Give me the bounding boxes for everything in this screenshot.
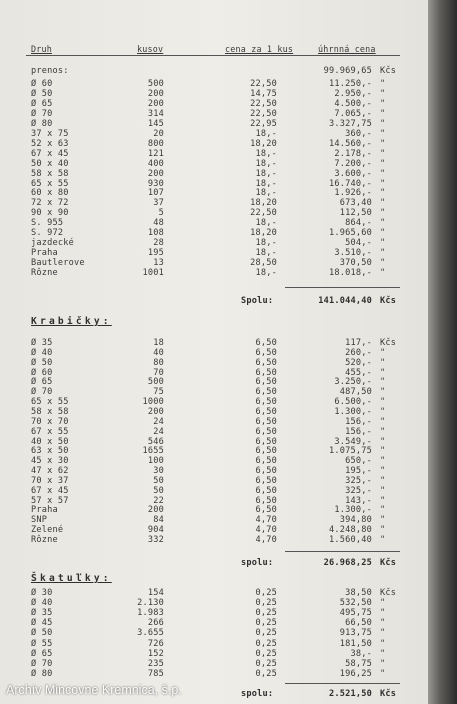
- row-unit-price: 6,50: [255, 505, 277, 516]
- row-total: 2.178,-: [334, 148, 372, 159]
- row-total: 913,75: [339, 628, 372, 639]
- row-type: Ø 80: [31, 118, 53, 129]
- row-unit-price: 18,-: [255, 128, 277, 139]
- row-unit-price: 22,50: [250, 108, 277, 119]
- row-count: 50: [153, 485, 164, 496]
- row-currency: ": [380, 238, 386, 249]
- row-total: 260,-: [345, 347, 372, 358]
- row-unit-price: 6,50: [255, 495, 277, 506]
- row-currency: ": [380, 598, 386, 609]
- row-type: Ø 30: [31, 588, 53, 598]
- row-type: 58 x 58: [31, 168, 69, 179]
- row-unit-price: 18,20: [250, 228, 277, 239]
- row-total: 181,50: [339, 638, 372, 649]
- row-unit-price: 18,20: [250, 138, 277, 149]
- row-count: 235: [147, 658, 164, 669]
- page-edge: [428, 0, 457, 704]
- row-unit-price: 6,50: [255, 446, 277, 457]
- row-total: 11.250,-: [329, 79, 372, 89]
- row-currency: ": [380, 456, 386, 467]
- row-unit-price: 6,50: [255, 377, 277, 388]
- row-type: Ø 50: [31, 628, 53, 639]
- row-type: jazdecké: [31, 238, 74, 249]
- row-total: 325,-: [345, 485, 372, 496]
- row-type: Ø 40: [31, 598, 53, 609]
- row-unit-price: 0,25: [255, 648, 277, 659]
- row-count: 154: [147, 588, 164, 598]
- row-count: 200: [147, 168, 164, 179]
- row-type: Ø 35: [31, 608, 53, 619]
- row-currency: ": [380, 397, 386, 408]
- section3-title: Škatuľky:: [31, 573, 112, 584]
- row-type: Ø 65: [31, 377, 53, 388]
- row-unit-price: 6,50: [255, 416, 277, 427]
- row-total: 650,-: [345, 456, 372, 467]
- row-total: 195,-: [345, 466, 372, 477]
- row-unit-price: 4,70: [255, 535, 277, 545]
- section2-title: Krabičky:: [31, 316, 112, 327]
- row-type: Ø 60: [31, 367, 53, 378]
- row-type: Ø 70: [31, 387, 53, 398]
- row-type: 37 x 75: [31, 128, 69, 139]
- row-type: 70 x 70: [31, 416, 69, 427]
- row-currency: ": [380, 357, 386, 368]
- row-total: 143,-: [345, 495, 372, 506]
- row-total: 3.250,-: [334, 377, 372, 388]
- row-currency: ": [380, 158, 386, 169]
- row-unit-price: 6,50: [255, 475, 277, 486]
- row-unit-price: 4,70: [255, 525, 277, 536]
- row-type: 70 x 37: [31, 475, 69, 486]
- row-currency: ": [380, 258, 386, 269]
- row-count: 200: [147, 505, 164, 516]
- row-type: Zelené: [31, 525, 64, 536]
- section2-total-rule: [285, 551, 400, 552]
- row-currency: ": [380, 79, 386, 89]
- row-count: 3.655: [137, 628, 164, 639]
- row-type: Ø 55: [31, 638, 53, 649]
- row-total: 16.740,-: [329, 178, 372, 189]
- row-total: 1.926,-: [334, 188, 372, 199]
- row-type: Ø 65: [31, 98, 53, 109]
- row-count: 75: [153, 387, 164, 398]
- row-currency: ": [380, 208, 386, 219]
- section2-total-currency: Kčs: [380, 558, 397, 568]
- row-type: 52 x 63: [31, 138, 69, 149]
- row-total: 520,-: [345, 357, 372, 368]
- row-total: 1.560,40: [329, 535, 372, 545]
- row-type: 40 x 50: [31, 436, 69, 447]
- row-currency: ": [380, 515, 386, 526]
- row-currency: ": [380, 138, 386, 149]
- row-total: 495,75: [339, 608, 372, 619]
- row-count: 30: [153, 466, 164, 477]
- row-currency: ": [380, 98, 386, 109]
- row-count: 40: [153, 347, 164, 358]
- row-currency: ": [380, 108, 386, 119]
- row-type: Rôzne: [31, 268, 58, 279]
- row-count: 785: [147, 668, 164, 679]
- row-currency: ": [380, 228, 386, 239]
- row-type: 67 x 55: [31, 426, 69, 437]
- row-count: 152: [147, 648, 164, 659]
- row-currency: ": [380, 198, 386, 209]
- col-header-total: úhrnná cena: [318, 44, 376, 54]
- row-type: 67 x 45: [31, 485, 69, 496]
- row-type: Ø 65: [31, 648, 53, 659]
- row-currency: ": [380, 367, 386, 378]
- row-unit-price: 22,50: [250, 98, 277, 109]
- row-currency: Kčs: [380, 588, 397, 598]
- row-total: 1.300,-: [334, 406, 372, 417]
- row-unit-price: 6,50: [255, 387, 277, 398]
- row-unit-price: 6,50: [255, 357, 277, 368]
- section1-total-label: Spolu:: [241, 296, 274, 306]
- row-total: 504,-: [345, 238, 372, 249]
- row-unit-price: 6,50: [255, 347, 277, 358]
- row-count: 400: [147, 158, 164, 169]
- row-count: 80: [153, 357, 164, 368]
- row-total: 325,-: [345, 475, 372, 486]
- row-currency: ": [380, 416, 386, 427]
- row-type: 65 x 55: [31, 178, 69, 189]
- row-unit-price: 0,25: [255, 668, 277, 679]
- row-currency: ": [380, 525, 386, 536]
- row-currency: ": [380, 128, 386, 139]
- row-unit-price: 0,25: [255, 618, 277, 629]
- row-total: 1.075,75: [329, 446, 372, 457]
- row-unit-price: 18,-: [255, 168, 277, 179]
- row-type: 50 x 40: [31, 158, 69, 169]
- row-unit-price: 18,20: [250, 198, 277, 209]
- row-type: Rôzne: [31, 535, 58, 545]
- section3-total-currency: Kčs: [380, 689, 397, 699]
- col-header-unit-price: cena za 1 kus: [225, 44, 294, 54]
- row-count: 20: [153, 128, 164, 139]
- row-currency: ": [380, 88, 386, 99]
- row-currency: ": [380, 628, 386, 639]
- row-unit-price: 22,50: [250, 208, 277, 219]
- row-count: 28: [153, 238, 164, 249]
- row-total: 1.300,-: [334, 505, 372, 516]
- row-total: 673,40: [339, 198, 372, 209]
- row-currency: ": [380, 377, 386, 388]
- row-total: 532,50: [339, 598, 372, 609]
- row-count: 145: [147, 118, 164, 129]
- row-count: 200: [147, 406, 164, 417]
- row-unit-price: 18,-: [255, 158, 277, 169]
- row-unit-price: 0,25: [255, 608, 277, 619]
- row-count: 314: [147, 108, 164, 119]
- row-currency: ": [380, 658, 386, 669]
- row-currency: ": [380, 188, 386, 199]
- row-unit-price: 0,25: [255, 628, 277, 639]
- row-currency: ": [380, 426, 386, 437]
- row-count: 1.983: [137, 608, 164, 619]
- row-total: 4.248,80: [329, 525, 372, 536]
- row-currency: ": [380, 436, 386, 447]
- row-count: 5: [158, 208, 164, 219]
- row-total: 3.549,-: [334, 436, 372, 447]
- col-header-count: kusov: [137, 44, 164, 54]
- row-total: 58,75: [345, 658, 372, 669]
- row-count: 200: [147, 88, 164, 99]
- row-total: 7.200,-: [334, 158, 372, 169]
- row-unit-price: 6,50: [255, 456, 277, 467]
- row-unit-price: 6,50: [255, 406, 277, 417]
- row-currency: ": [380, 618, 386, 629]
- row-total: 394,80: [339, 515, 372, 526]
- row-count: 726: [147, 638, 164, 649]
- row-count: 200: [147, 98, 164, 109]
- section1-total-currency: Kčs: [380, 296, 397, 306]
- row-total: 360,-: [345, 128, 372, 139]
- row-currency: ": [380, 148, 386, 159]
- carry-over-currency: Kčs: [380, 66, 397, 76]
- row-currency: ": [380, 466, 386, 477]
- row-total: 3.600,-: [334, 168, 372, 179]
- row-count: 48: [153, 218, 164, 229]
- row-count: 546: [147, 436, 164, 447]
- row-total: 66,50: [345, 618, 372, 629]
- row-total: 38,50: [345, 588, 372, 598]
- row-type: Ø 80: [31, 668, 53, 679]
- col-header-type: Druh: [31, 44, 52, 54]
- row-count: 904: [147, 525, 164, 536]
- row-count: 50: [153, 475, 164, 486]
- row-type: Ø 50: [31, 357, 53, 368]
- row-count: 70: [153, 367, 164, 378]
- row-currency: ": [380, 387, 386, 398]
- row-total: 7.065,-: [334, 108, 372, 119]
- row-currency: ": [380, 668, 386, 679]
- section1-total-value: 141.044,40: [318, 296, 372, 306]
- row-currency: ": [380, 638, 386, 649]
- row-currency: ": [380, 406, 386, 417]
- row-unit-price: 18,-: [255, 188, 277, 199]
- row-unit-price: 18,-: [255, 148, 277, 159]
- row-count: 22: [153, 495, 164, 506]
- section3-total-value: 2.521,50: [329, 689, 372, 699]
- row-type: 47 x 62: [31, 466, 69, 477]
- row-type: 45 x 30: [31, 456, 69, 467]
- row-type: 72 x 72: [31, 198, 69, 209]
- row-unit-price: 6,50: [255, 466, 277, 477]
- section1-total-rule: [285, 287, 400, 288]
- row-count: 24: [153, 426, 164, 437]
- row-total: 156,-: [345, 416, 372, 427]
- row-total: 3.510,-: [334, 248, 372, 259]
- row-currency: ": [380, 268, 386, 279]
- row-type: Ø 50: [31, 88, 53, 99]
- row-unit-price: 18,-: [255, 268, 277, 279]
- row-count: 108: [147, 228, 164, 239]
- row-count: 100: [147, 456, 164, 467]
- row-type: Praha: [31, 248, 58, 259]
- row-unit-price: 6,50: [255, 367, 277, 378]
- row-count: 500: [147, 79, 164, 89]
- row-type: 67 x 45: [31, 148, 69, 159]
- row-unit-price: 28,50: [250, 258, 277, 269]
- row-currency: ": [380, 178, 386, 189]
- row-unit-price: 18,-: [255, 178, 277, 189]
- row-type: S. 972: [31, 228, 64, 239]
- section3-total-label: spolu:: [241, 689, 274, 699]
- row-unit-price: 6,50: [255, 436, 277, 447]
- row-unit-price: 18,-: [255, 248, 277, 259]
- row-currency: ": [380, 446, 386, 457]
- row-unit-price: 0,25: [255, 588, 277, 598]
- row-total: 3.327,75: [329, 118, 372, 129]
- row-currency: ": [380, 485, 386, 496]
- row-count: 266: [147, 618, 164, 629]
- row-currency: ": [380, 118, 386, 129]
- row-unit-price: 22,50: [250, 79, 277, 89]
- row-count: 18: [153, 338, 164, 348]
- row-unit-price: 6,50: [255, 397, 277, 408]
- row-currency: ": [380, 168, 386, 179]
- row-type: 60 x 80: [31, 188, 69, 199]
- row-total: 1.965,60: [329, 228, 372, 239]
- row-type: Bautlerove: [31, 258, 85, 269]
- row-unit-price: 0,25: [255, 598, 277, 609]
- archive-watermark: Archív Mincovne Kremnica, š.p.: [6, 683, 182, 697]
- row-type: SNP: [31, 515, 48, 526]
- row-currency: ": [380, 218, 386, 229]
- row-count: 930: [147, 178, 164, 189]
- row-unit-price: 6,50: [255, 338, 277, 348]
- row-type: 63 x 50: [31, 446, 69, 457]
- row-currency: ": [380, 535, 386, 545]
- row-total: 117,-: [345, 338, 372, 348]
- row-total: 38,-: [350, 648, 372, 659]
- row-total: 370,50: [339, 258, 372, 269]
- row-total: 18.018,-: [329, 268, 372, 279]
- row-type: 58 x 58: [31, 406, 69, 417]
- row-type: 57 x 57: [31, 495, 69, 506]
- row-total: 455,-: [345, 367, 372, 378]
- row-type: Ø 60: [31, 79, 53, 89]
- row-total: 864,-: [345, 218, 372, 229]
- carry-over-label: prenos:: [31, 66, 69, 76]
- row-currency: ": [380, 495, 386, 506]
- row-count: 84: [153, 515, 164, 526]
- row-total: 196,25: [339, 668, 372, 679]
- row-type: Ø 70: [31, 658, 53, 669]
- row-currency: ": [380, 505, 386, 516]
- row-total: 4.500,-: [334, 98, 372, 109]
- row-type: Praha: [31, 505, 58, 516]
- row-count: 37: [153, 198, 164, 209]
- row-currency: Kčs: [380, 338, 397, 348]
- row-count: 13: [153, 258, 164, 269]
- row-count: 1001: [142, 268, 164, 279]
- row-count: 2.130: [137, 598, 164, 609]
- row-unit-price: 0,25: [255, 658, 277, 669]
- row-currency: ": [380, 248, 386, 259]
- section2-total-label: spolu:: [241, 558, 274, 568]
- row-currency: ": [380, 648, 386, 659]
- row-currency: ": [380, 608, 386, 619]
- row-type: S. 955: [31, 218, 64, 229]
- section3-total-rule: [285, 683, 400, 684]
- row-count: 1000: [142, 397, 164, 408]
- row-unit-price: 22,95: [250, 118, 277, 129]
- row-type: Ø 35: [31, 338, 53, 348]
- row-type: Ø 70: [31, 108, 53, 119]
- header-rule: [26, 55, 400, 56]
- row-count: 800: [147, 138, 164, 149]
- row-type: 90 x 90: [31, 208, 69, 219]
- row-unit-price: 14,75: [250, 88, 277, 99]
- row-total: 14.560,-: [329, 138, 372, 149]
- row-unit-price: 0,25: [255, 638, 277, 649]
- row-total: 2.950,-: [334, 88, 372, 99]
- row-count: 500: [147, 377, 164, 388]
- row-count: 332: [147, 535, 164, 545]
- row-count: 24: [153, 416, 164, 427]
- row-currency: ": [380, 475, 386, 486]
- row-total: 487,50: [339, 387, 372, 398]
- row-type: Ø 45: [31, 618, 53, 629]
- row-type: 65 x 55: [31, 397, 69, 408]
- row-unit-price: 6,50: [255, 485, 277, 496]
- row-total: 156,-: [345, 426, 372, 437]
- row-unit-price: 18,-: [255, 238, 277, 249]
- row-total: 112,50: [339, 208, 372, 219]
- row-count: 107: [147, 188, 164, 199]
- row-unit-price: 18,-: [255, 218, 277, 229]
- carry-over-value: 99.969,65: [323, 66, 372, 76]
- row-count: 195: [147, 248, 164, 259]
- row-currency: ": [380, 347, 386, 358]
- section2-total-value: 26.968,25: [323, 558, 372, 568]
- row-count: 121: [147, 148, 164, 159]
- row-type: Ø 40: [31, 347, 53, 358]
- row-count: 1655: [142, 446, 164, 457]
- row-total: 6.500,-: [334, 397, 372, 408]
- row-unit-price: 6,50: [255, 426, 277, 437]
- row-unit-price: 4,70: [255, 515, 277, 526]
